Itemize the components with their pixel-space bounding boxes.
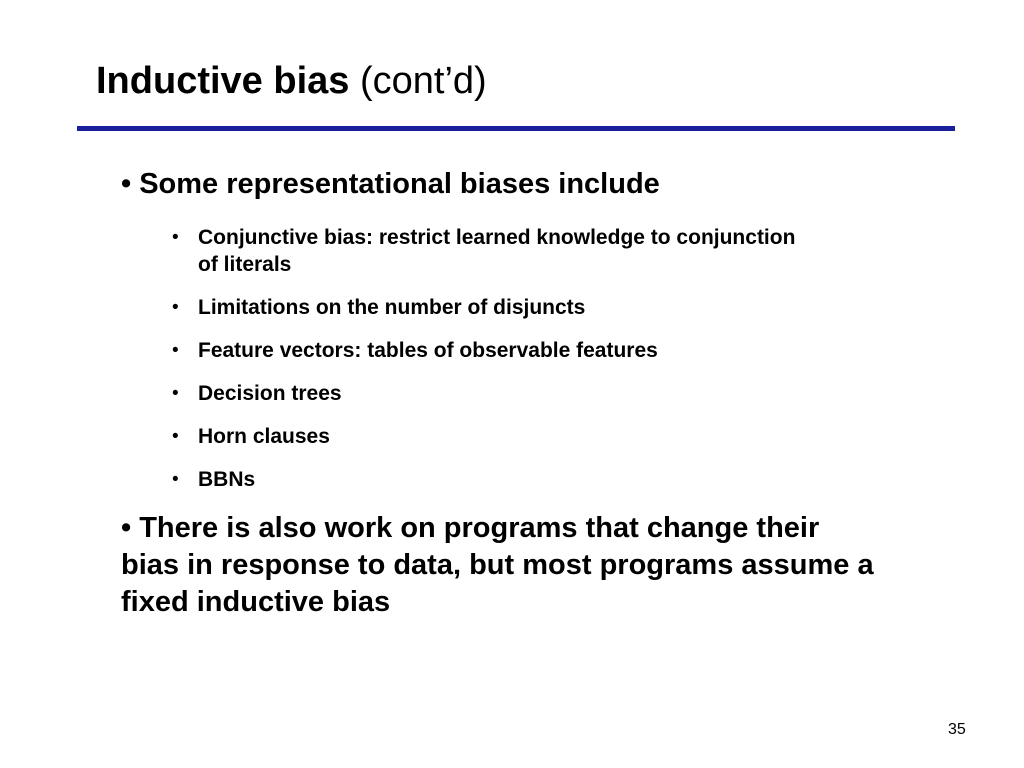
- bullet-text: There is also work on programs that change their bias in response to data, but most programs assume a fixed inductive bias: [121, 512, 874, 618]
- sub-bullet-marker: •: [172, 469, 179, 490]
- sub-bullet-text: Conjunctive bias: restrict learned knowledge to conjunction of literals: [198, 226, 796, 276]
- sub-bullet-marker: •: [172, 227, 179, 248]
- sub-bullet-item: [172, 423, 812, 450]
- bullet-text: Some representational biases include: [139, 168, 660, 200]
- title-bold: Inductive bias: [96, 60, 350, 102]
- sub-bullet-text: Decision trees: [198, 382, 342, 405]
- bullet-marker: •: [121, 168, 132, 200]
- sub-bullet-text: Horn clauses: [198, 425, 330, 448]
- sub-bullet-list: [172, 224, 812, 509]
- slide-title: [96, 58, 487, 104]
- title-underline: [77, 126, 955, 131]
- bullet-point-1: [121, 166, 660, 202]
- bullet-point-2: [121, 510, 881, 621]
- sub-bullet-marker: •: [172, 340, 179, 361]
- sub-bullet-text: Limitations on the number of disjuncts: [198, 296, 586, 319]
- title-regular: (cont’d): [359, 60, 487, 102]
- bullet-marker: •: [121, 512, 132, 544]
- sub-bullet-item: [172, 224, 812, 278]
- sub-bullet-item: [172, 294, 812, 321]
- sub-bullet-text: BBNs: [198, 468, 256, 491]
- sub-bullet-marker: •: [172, 426, 179, 447]
- sub-bullet-marker: •: [172, 297, 179, 318]
- sub-bullet-item: [172, 380, 812, 407]
- sub-bullet-item: [172, 337, 812, 364]
- page-number: 35: [948, 721, 966, 738]
- sub-bullet-item: [172, 466, 812, 493]
- sub-bullet-text: Feature vectors: tables of observable features: [198, 339, 658, 362]
- sub-bullet-marker: •: [172, 383, 179, 404]
